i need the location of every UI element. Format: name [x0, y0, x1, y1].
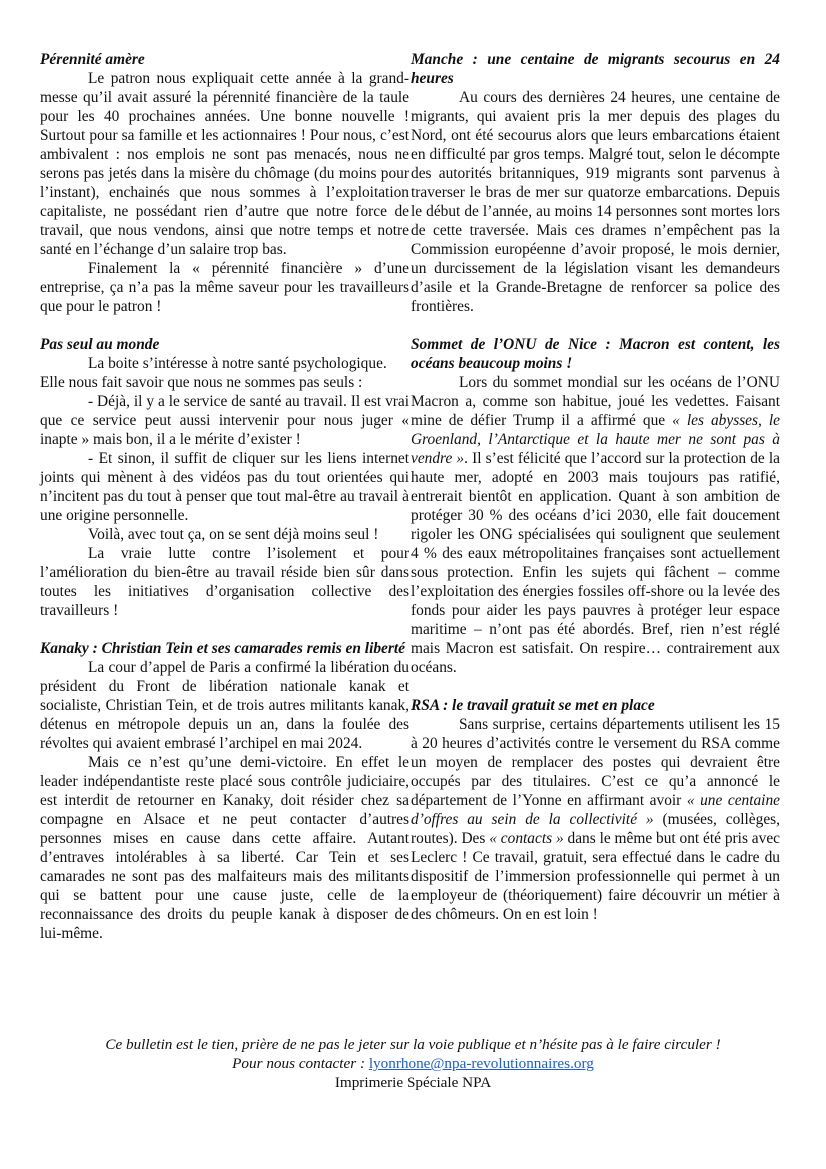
article-pas-seul-au-monde [40, 335, 409, 620]
two-column-layout [40, 50, 780, 962]
article-title: Pas seul au monde [40, 336, 160, 353]
left-column [40, 50, 409, 962]
contact-email-link[interactable]: lyonrhone@npa-revolutionnaires.org [368, 1055, 594, 1072]
article-paragraph: Elle nous fait savoir que nous ne sommes pas seuls : [40, 374, 363, 391]
article-perennite-amere [40, 50, 409, 316]
article-title: Sommet de l’ONU de Nice : Macron est content, les océans beaucoup moins ! [411, 336, 780, 372]
paragraph-text: (musées, collèges, routes). Des [411, 811, 781, 847]
article-title: Pérennité amère [40, 51, 145, 68]
paragraph-text: dans le même but ont été pris avec Leclerc ! Ce travail, gratuit, sera effectué dans le cadre du dispositif de l’immersion professionnelle qui permet à un employeur de (théoriquement) faire découvrir un métier à des chômeurs. On en est loin ! [411, 830, 780, 923]
article-manche-migrants [411, 50, 780, 316]
article-paragraph [411, 373, 780, 677]
contacts-quote: « contacts » [489, 830, 564, 847]
paragraph-text: Sans surprise, certains départements utilisent les 15 à 20 heures d’activités contre le versement du RSA comme un moyen de remplacer des postes qui devraient être occupés par des titulaires. C’est ce qu’a annoncé le département de l’Yonne en affirmant avoir [411, 716, 780, 809]
article-title: Kanaky : Christian Tein et ses camarades remis en liberté [40, 640, 405, 657]
printer-credit: Imprimerie Spéciale NPA [334, 1074, 492, 1091]
paragraph-text: Lors du sommet mondial sur les océans de l’ONU Macron a, comme son habitue, joué les vedettes. Faisant mine de défier Trump il a affirmé que [411, 374, 780, 429]
article-paragraph: Finalement la « pérennité financière » d’une entreprise, ça n’a pas la même saveur pour les travailleurs que pour le patron ! [40, 260, 409, 315]
distribution-notice: Ce bulletin est le tien, prière de ne pas le jeter sur la voie publique et n’hésite pas à le faire circuler ! [105, 1036, 721, 1053]
contact-label: Pour nous contacter : [232, 1055, 369, 1072]
bulletin-footer [0, 1035, 826, 1092]
article-paragraph: Mais ce n’est qu’une demi-victoire. En effet le leader indépendantiste reste placé sous contrôle judiciaire, est interdit de retourner en Kanaky, doit résider chez sa compagne en Alsace et ne peut contacter d’autres personnes mises en cause dans cette affaire. Autant d’entraves intolérables à sa liberté. Car Tein et ses camarades ne sont pas des malfaiteurs mais des militants qui se battent pour une cause juste, celle de la reconnaissance des droits du peuple kanak à disposer de lui-même. [40, 754, 409, 942]
article-rsa-travail-gratuit [411, 696, 780, 924]
article-paragraph: - Déjà, il y a le service de santé au travail. Il est vrai que ce service peut aussi intervenir pour nous juger « inapte » mais bon, il a le mérite d’exister ! [40, 393, 409, 448]
article-title: RSA : le travail gratuit se met en place [411, 697, 655, 714]
article-paragraph: - Et sinon, il suffit de cliquer sur les liens internet joints qui mènent à des vidéos pas du tout orientées qui n’incitent pas du tout à penser que tout mal-être au travail à une origine personnelle. [40, 450, 409, 524]
article-paragraph: La boite s’intéresse à notre santé psychologique. [88, 355, 387, 372]
article-paragraph [411, 715, 780, 924]
yonne-quote: « une centaine d’offres au sein de la collectivité » [411, 792, 780, 828]
article-paragraph: Au cours des dernières 24 heures, une centaine de migrants, qui avaient pris la mer depuis des plages du Nord, ont été secourus alors que leurs embarcations étaient en difficulté par gros temps. Malgré tout, selon le décompte des autorités britanniques, 919 migrants sont parvenus à traverser le bras de mer sur quatorze embarcations. Depuis le début de l’année, au moins 14 personnes sont mortes lors de cette traversée. Mais ces drames n’empêchent pas la Commission européenne d’avoir proposé, le mois dernier, un durcissement de la législation visant les demandeurs d’asile et la Grande-Bretagne de renforcer sa police des frontières. [411, 89, 780, 315]
macron-quote: « les abysses, le Groenland, l’Antarctique et la haute mer ne sont pas à vendre » [411, 412, 780, 467]
contact-line [0, 1054, 826, 1073]
right-column [411, 50, 780, 962]
article-paragraph: La vraie lutte contre l’isolement et pour l’amélioration du bien-être au travail réside bien sûr dans toutes les initiatives d’organisation collective des travailleurs ! [40, 545, 409, 619]
article-paragraph: La cour d’appel de Paris a confirmé la libération du président du Front de libération nationale kanak et socialiste, Christian Tein, et de trois autres militants kanak, détenus en métropole depuis un an, dans la foulée des révoltes qui avaient embrasé l’archipel en mai 2024. [40, 659, 409, 752]
article-title: Manche : une centaine de migrants secourus en 24 heures [411, 51, 780, 87]
article-paragraph: Voilà, avec tout ça, on se sent déjà moins seul ! [88, 526, 379, 543]
article-sommet-onu-nice [411, 335, 780, 677]
article-paragraph: Le patron nous expliquait cette année à la grand-messe qu’il avait assuré la pérennité financière de la taule pour les 40 prochaines années. Une bonne nouvelle ! Surtout pour sa famille et les actionnaires ! Pour nous, c’est ambivalent : nos emplois ne sont pas menacés, nous ne serons pas jetés dans la misère du chômage (du moins pour l’instant), enchainés que nous sommes à l’exploitation capitaliste, ne possédant rien d’autre que notre force de travail, que nous vendons, ainsi que notre temps et notre santé en l’échange d’un salaire trop bas. [40, 70, 409, 258]
paragraph-text: . Il s’est félicité que l’accord sur la protection de la haute mer, adopté en 2003 mais toujours pas ratifié, entrerait bientôt en application. Quant à son ambition de protéger 30 % des océans d’ici 2030, elle fait doucement rigoler les ONG spécialisées qui soulignent que seulement 4 % des eaux métropolitaines françaises sont actuellement sous protection. Enfin les sujets qui fâchent – comme l’exploitation des énergies fossiles off-shore ou la levée des fonds pour aider les pays pauvres à protéger leur espace maritime – n’ont pas été abordés. Bref, rien n’est réglé mais Macron est satisfait. On respire… contrairement aux océans. [411, 450, 780, 676]
article-kanaky [40, 639, 409, 943]
bulletin-page [40, 50, 780, 962]
